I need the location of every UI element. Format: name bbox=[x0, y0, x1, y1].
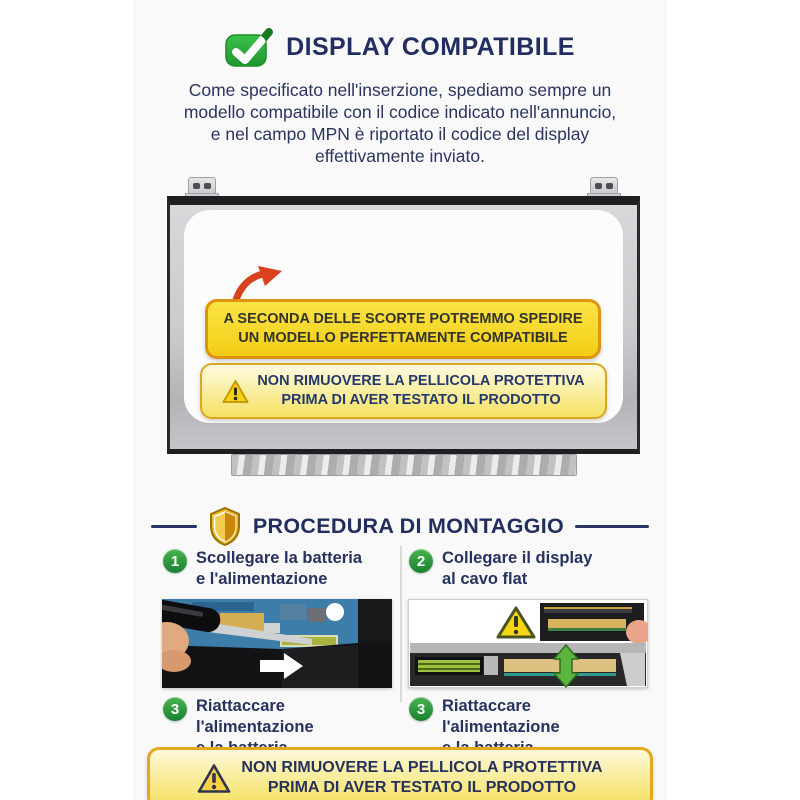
stock-note-label bbox=[205, 299, 601, 359]
column-divider bbox=[400, 546, 402, 702]
step-line: Riattaccare l'alimentazione bbox=[442, 697, 560, 736]
foil-connector-strip bbox=[231, 454, 577, 476]
step-line: al cavo flat bbox=[442, 570, 528, 588]
step-1 bbox=[163, 548, 398, 590]
shield-icon bbox=[208, 506, 242, 546]
procedure-title: PROCEDURA DI MONTAGGIO bbox=[252, 513, 565, 538]
step-2 bbox=[409, 548, 649, 590]
screw-hole bbox=[606, 183, 613, 189]
warning-triangle-icon bbox=[222, 379, 249, 404]
step2-photo bbox=[408, 599, 648, 688]
step-number-badge: 3 bbox=[163, 697, 187, 721]
step-number-badge: 3 bbox=[409, 697, 433, 721]
footer-warning-line: PRIMA DI AVER TESTATO IL PRODOTTO bbox=[267, 779, 577, 796]
step-line: Collegare il display bbox=[442, 549, 593, 567]
step-line: Scollegare la batteria bbox=[196, 549, 362, 567]
heading-rule-right bbox=[575, 525, 649, 528]
step-number-badge: 2 bbox=[409, 549, 433, 573]
film-warning-label bbox=[200, 363, 607, 419]
film-warning-line: PRIMA DI AVER TESTATO IL PRODOTTO bbox=[281, 392, 561, 408]
step-2-text bbox=[442, 548, 592, 590]
step-1-text bbox=[196, 548, 362, 590]
intro-line: Come specificato nell'inserzione, spediamo sempre un bbox=[188, 80, 612, 100]
green-check-icon bbox=[225, 27, 273, 67]
stock-note-line: A SECONDA DELLE SCORTE POTREMMO SPEDIRE bbox=[223, 311, 583, 327]
green-connector bbox=[418, 660, 480, 672]
footer-warning-text bbox=[241, 758, 602, 798]
screw-hole bbox=[595, 183, 602, 189]
step1-photo bbox=[162, 599, 392, 688]
footer-warning-line: NON RIMUOVERE LA PELLICOLA PROTETTIVA bbox=[241, 759, 603, 776]
mounting-bracket-left bbox=[188, 177, 216, 198]
intro-line: modello compatibile con il codice indicato nell'annuncio, bbox=[183, 102, 617, 122]
step-line: Riattaccare l'alimentazione bbox=[196, 697, 314, 736]
film-warning-line: NON RIMUOVERE LA PELLICOLA PROTETTIVA bbox=[257, 373, 585, 389]
panel-edge bbox=[410, 643, 646, 653]
white-dot bbox=[326, 603, 344, 621]
procedure-header bbox=[133, 506, 667, 546]
intro-paragraph bbox=[133, 79, 667, 167]
intro-line: effettivamente inviato. bbox=[315, 146, 485, 166]
screw-hole bbox=[204, 183, 211, 189]
step-line: e l'alimentazione bbox=[196, 570, 328, 588]
connector-inset-photo bbox=[540, 603, 648, 644]
heading-rule-left bbox=[151, 525, 197, 528]
warning-triangle-outline-icon bbox=[197, 763, 231, 794]
stock-note-line: UN MODELLO PERFETTAMENTE COMPATIBILE bbox=[238, 330, 568, 346]
film-warning-text bbox=[257, 372, 584, 410]
screw-hole bbox=[193, 183, 200, 189]
lcd-panel-photo bbox=[167, 177, 640, 477]
mounting-bracket-right bbox=[590, 177, 618, 198]
footer-warning-box bbox=[147, 747, 653, 800]
header-section bbox=[133, 26, 667, 167]
page-title: DISPLAY COMPATIBILE bbox=[286, 32, 575, 61]
intro-line: e nel campo MPN è riportato il codice del display bbox=[210, 124, 590, 144]
title-row bbox=[133, 26, 667, 68]
step-number-badge: 1 bbox=[163, 549, 187, 573]
